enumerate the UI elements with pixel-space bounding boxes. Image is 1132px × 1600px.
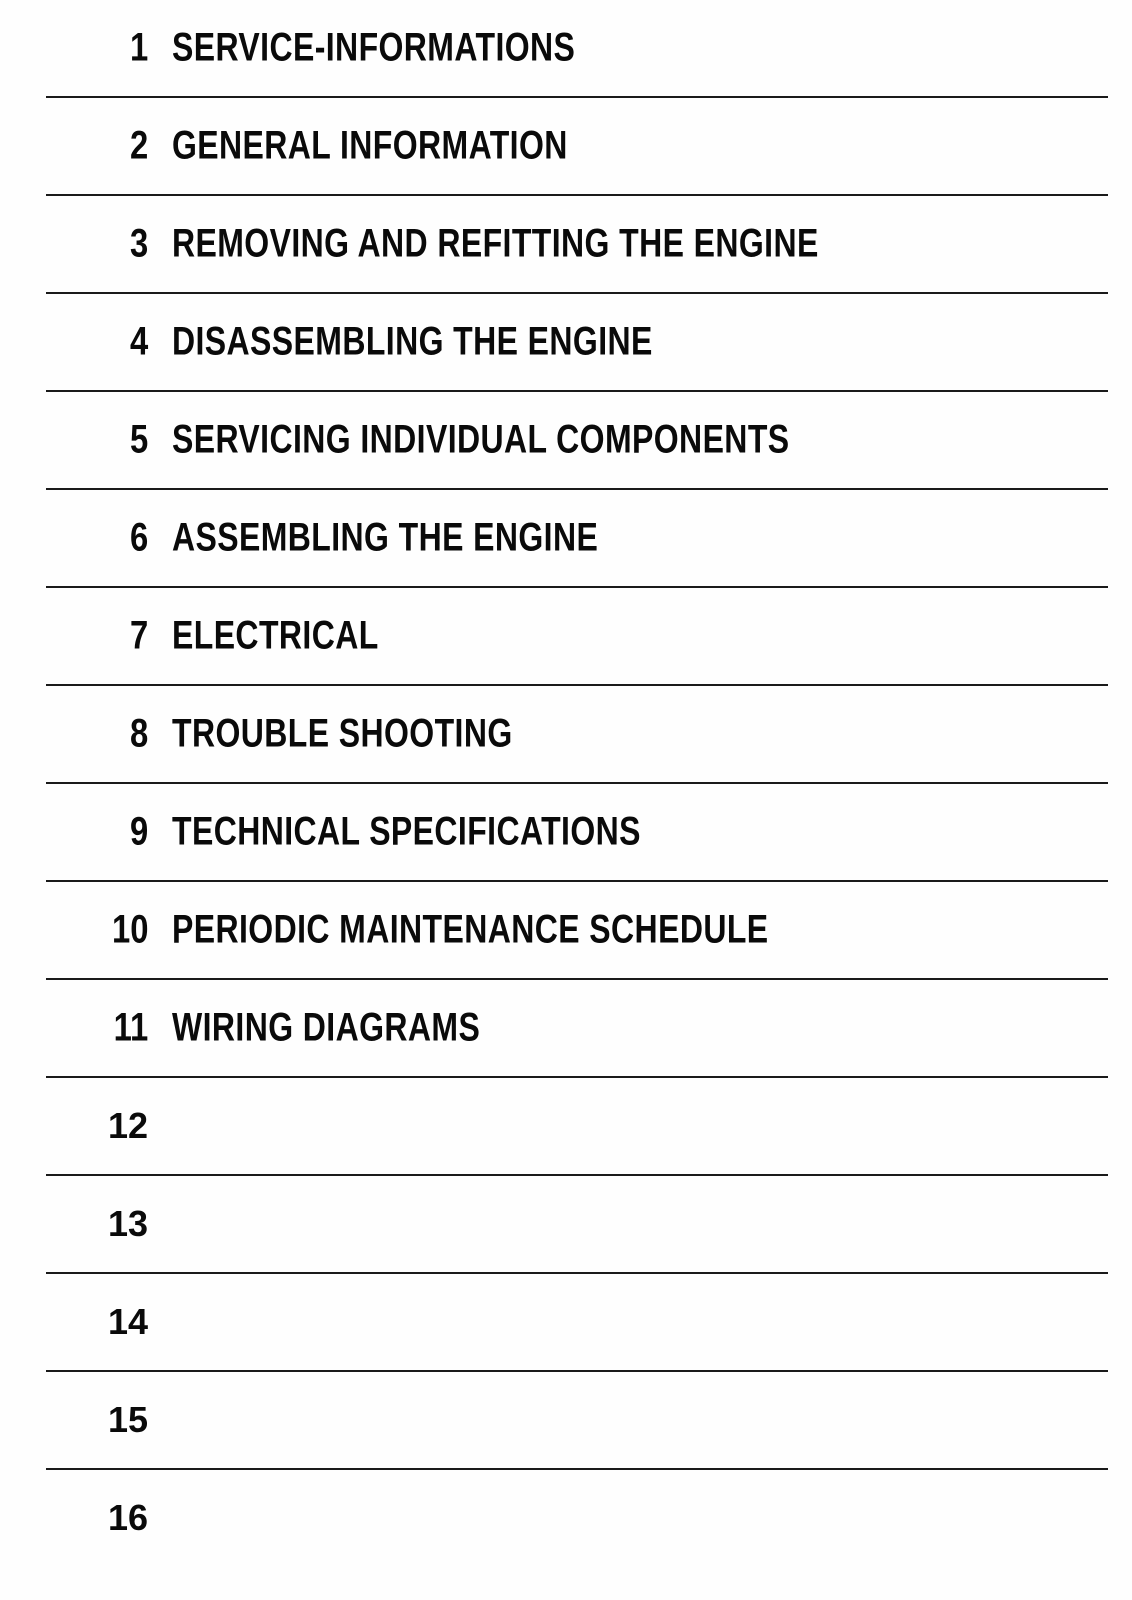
toc-entry-15[interactable] bbox=[46, 1372, 1108, 1470]
chapter-number: 10 bbox=[111, 907, 148, 952]
chapter-title: TROUBLE SHOOTING bbox=[172, 711, 513, 756]
chapter-number: 14 bbox=[107, 1301, 148, 1342]
chapter-number: 16 bbox=[107, 1497, 148, 1538]
chapter-number: 1 bbox=[129, 25, 148, 70]
toc-entry-16[interactable] bbox=[46, 1470, 1108, 1566]
chapter-number: 4 bbox=[129, 319, 148, 364]
chapter-title: REMOVING AND REFITTING THE ENGINE bbox=[172, 221, 819, 266]
toc-entry-14[interactable] bbox=[46, 1274, 1108, 1372]
chapter-number: 3 bbox=[129, 221, 148, 266]
toc-entry-1[interactable] bbox=[46, 0, 1108, 98]
toc-entry-2[interactable] bbox=[46, 98, 1108, 196]
toc-entry-5[interactable] bbox=[46, 392, 1108, 490]
chapter-number: 2 bbox=[129, 123, 148, 168]
chapter-title: ASSEMBLING THE ENGINE bbox=[172, 515, 599, 560]
chapter-number: 6 bbox=[129, 515, 148, 560]
chapter-number: 13 bbox=[107, 1203, 148, 1244]
toc-entry-9[interactable] bbox=[46, 784, 1108, 882]
chapter-number: 15 bbox=[107, 1399, 148, 1440]
toc-entry-13[interactable] bbox=[46, 1176, 1108, 1274]
chapter-number: 9 bbox=[129, 809, 148, 854]
toc-entry-6[interactable] bbox=[46, 490, 1108, 588]
chapter-number: 12 bbox=[107, 1105, 148, 1146]
chapter-title: WIRING DIAGRAMS bbox=[172, 1005, 481, 1050]
chapter-title: PERIODIC MAINTENANCE SCHEDULE bbox=[172, 907, 769, 952]
chapter-title: SERVICING INDIVIDUAL COMPONENTS bbox=[172, 417, 790, 462]
chapter-title: SERVICE-INFORMATIONS bbox=[172, 25, 576, 70]
toc-entry-11[interactable] bbox=[46, 980, 1108, 1078]
toc-entry-7[interactable] bbox=[46, 588, 1108, 686]
toc-entry-10[interactable] bbox=[46, 882, 1108, 980]
toc-entry-8[interactable] bbox=[46, 686, 1108, 784]
toc-entry-4[interactable] bbox=[46, 294, 1108, 392]
toc-entry-12[interactable] bbox=[46, 1078, 1108, 1176]
toc-entry-3[interactable] bbox=[46, 196, 1108, 294]
chapter-title: DISASSEMBLING THE ENGINE bbox=[172, 319, 653, 364]
chapter-number: 5 bbox=[129, 417, 148, 462]
chapter-title: GENERAL INFORMATION bbox=[172, 123, 568, 168]
chapter-number: 8 bbox=[129, 711, 148, 756]
chapter-number: 7 bbox=[129, 613, 148, 658]
chapter-title: ELECTRICAL bbox=[172, 613, 379, 658]
chapter-number: 11 bbox=[113, 1005, 148, 1050]
chapter-title: TECHNICAL SPECIFICATIONS bbox=[172, 809, 641, 854]
